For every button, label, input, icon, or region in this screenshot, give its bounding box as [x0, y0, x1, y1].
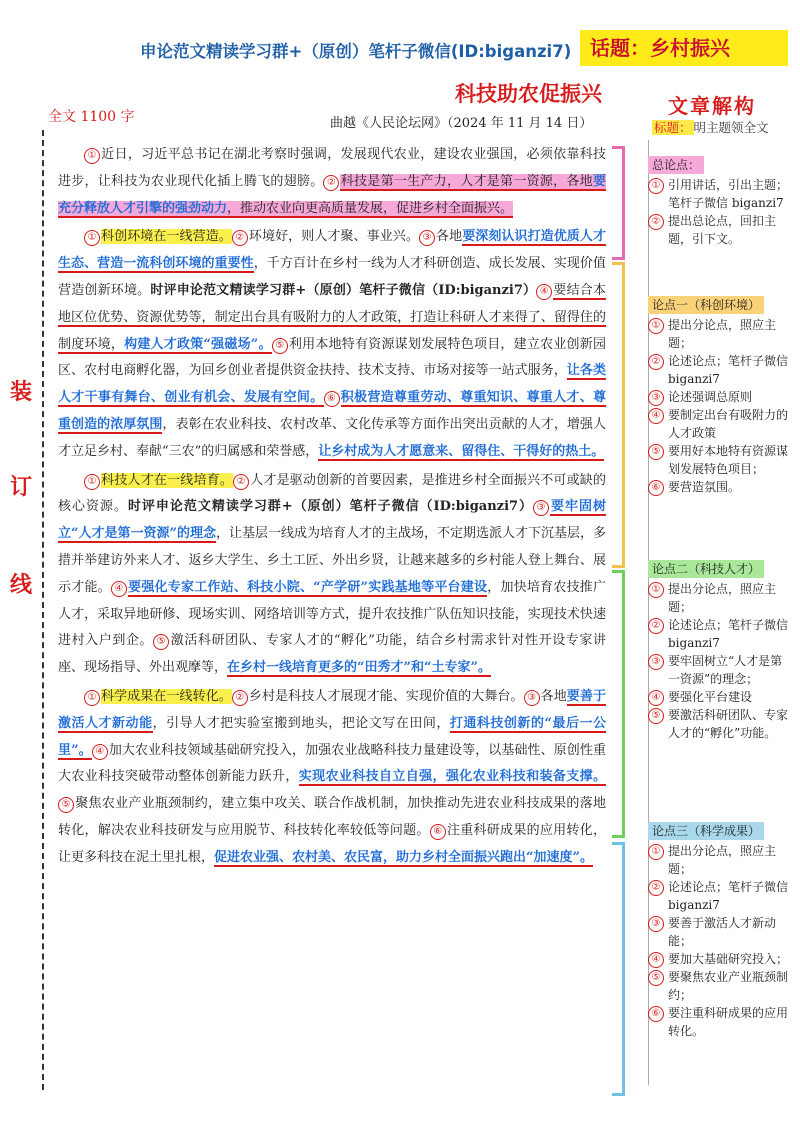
text: 要充分释放人才引擎的强劲动力 [58, 173, 606, 216]
item-text: 要制定出台有吸附力的人才政策 [668, 408, 789, 440]
item-text: 论述强调总原则 [668, 390, 753, 404]
text: 乡村是科技人才展现才能、实现价值的大舞台。 [248, 688, 524, 704]
text: ，让基层一线成为培育人才的主战场，不定期选派人才下沉基层，多措并举建访外来人才、返乡大学生、乡土工匠、外出乡贤，让越来越多的乡村能人登上舞台、展示才能。 [58, 526, 606, 595]
sidebar-section-1 [648, 296, 794, 496]
marker: ① [84, 230, 100, 246]
marker: ⑥ [648, 480, 664, 496]
text: 科技是第一生产力，人才是第一资源，各地 [340, 173, 593, 189]
topic-badge: 话题：乡村振兴 [580, 30, 788, 66]
marker: ④ [111, 581, 127, 597]
section-item [648, 442, 794, 478]
text: 加大农业科技领域基础研究投入，加强农业战略科技力量建设等，以基础性、原创性重大农业科技突破带动整体创新能力跃升， [58, 742, 606, 785]
item-text: 要牢固树立“人才是第一资源”的理念； [668, 654, 783, 686]
section-item [648, 316, 794, 352]
section-head: 论点二（科技人才） [648, 560, 764, 578]
text: ，引导人才把实验室搬到地头，把论文写在田间， [152, 715, 450, 731]
section-item [648, 878, 794, 914]
word-count: 全文 1100 字 [48, 109, 135, 125]
item-text: 要加大基础研究投入； [668, 952, 789, 966]
text: 注重科研成果的应用转化，让更多科技在泥土里扎根， [58, 822, 606, 865]
title-note-text: 明主题领全文 [693, 120, 769, 135]
article-source: 曲越《人民论坛网》（2024 年 11 月 14 日） [330, 116, 593, 131]
section-item [648, 406, 794, 442]
marker: ② [648, 214, 664, 230]
marker: ③ [648, 916, 664, 932]
section-item [648, 176, 794, 212]
binding-margin-line [42, 130, 44, 1090]
text: 激活科研团队、专家人才的“孵化”功能，结合乡村需求针对性开设专家讲座、现场指导、外出观摩等， [58, 633, 606, 676]
text: ，加快培育农技推广人才，采取异地研修、现场实训、网络培训等方式，提升农技推广队伍知识技能，实现技术快速进村入户到企。 [58, 579, 606, 649]
marker: ① [648, 582, 664, 598]
marker: ③ [648, 390, 664, 406]
marker: ⑥ [324, 391, 340, 407]
marker: ③ [648, 654, 664, 670]
section-item [648, 842, 794, 878]
text: 近日，习近平总书记在湖北考察时强调，发展现代农业，建设农业强国，必须依靠科技进步，让科技为农业现代化插上腾飞的翅膀。 [58, 147, 606, 189]
paragraph-intro [58, 142, 606, 222]
text: 人才是驱动创新的首要因素，是推进乡村全面振兴不可或缺的核心资源。 [58, 472, 606, 515]
text: ，表彰在农业科技、农村改革、文化传承等方面作出突出贡献的人才，增强人才立足乡村、奉献“三农”的归属感和荣誉感， [58, 416, 606, 459]
marker: ⑤ [648, 444, 664, 460]
marker: ⑤ [648, 708, 664, 724]
text: 让乡村成为人才愿意来、留得住、干得好的热土。 [318, 443, 605, 459]
text: 要善于激活人才新动能 [58, 688, 606, 731]
text: 要强化专家工作站、科技小院、“产学研”实践基地等平台建设 [127, 579, 488, 595]
text: ，千方百计在乡村一线为人才科研创造、成长发展、实现价值营造创新环境。 [58, 256, 606, 298]
marker: ② [232, 690, 248, 706]
text: 打通科技创新的“最后一公里”。 [58, 715, 606, 758]
marker: ⑤ [272, 338, 288, 354]
text: 聚焦农业产业瓶颈制约，建立集中攻关、联合作战机制，加快推动先进农业科技成果的落地转化，解决农业科技研发与应用脱节、科技转化率较低等问题。 [58, 796, 606, 838]
marker: ① [84, 690, 100, 706]
marker: ⑥ [648, 1006, 664, 1022]
binding-char-1: 装 [10, 379, 33, 405]
text: 时评申论范文精读学习群+（原创）笔杆子微信（ID:biganzi7） [150, 282, 537, 298]
item-text: 要善于激活人才新动能； [668, 916, 777, 948]
text: 要深刻认识打造优质人才生态、营造一流科创环境的重要性 [58, 229, 606, 272]
item-text: 提出分论点，照应主题； [668, 318, 777, 350]
sidebar-title-note [652, 118, 769, 136]
marker: ③ [524, 690, 540, 706]
marker: ④ [92, 744, 108, 760]
text: 各地 [435, 229, 463, 245]
item-text: 要激活科研团队、专家人才的“孵化”功能。 [668, 708, 789, 740]
marker: ④ [648, 408, 664, 424]
marker: ⑤ [648, 970, 664, 986]
item-text: 要聚焦农业产业瓶颈制约； [668, 970, 789, 1002]
marker: ② [648, 618, 664, 634]
section-item [648, 580, 794, 616]
item-text: 要注重科研成果的应用转化。 [668, 1006, 789, 1038]
text: 积极营造尊重劳动、尊重知识、尊重人才、尊重创造的浓厚氛围 [58, 390, 606, 432]
bracket-point-3 [612, 842, 625, 1096]
title-label: 标题： [654, 120, 692, 135]
bracket-point-1 [612, 262, 625, 568]
marker: ③ [419, 230, 435, 246]
text: 构建人才政策“强磁场”。 [124, 336, 272, 352]
section-item [648, 478, 794, 496]
item-text: 提出分论点，照应主题； [668, 844, 777, 876]
marker: ④ [648, 690, 664, 706]
marker: ② [323, 175, 339, 191]
section-item [648, 652, 794, 688]
marker: ⑤ [58, 797, 74, 813]
section-head: 论点三（科学成果） [648, 822, 764, 840]
article-title: 科技助农促振兴 [455, 81, 602, 106]
marker: ② [648, 354, 664, 370]
item-text: 要营造氛围。 [668, 480, 741, 494]
bracket-intro [612, 146, 625, 260]
marker: ④ [648, 952, 664, 968]
marker: ⑥ [430, 824, 446, 840]
item-text: 提出总论点，回扣主题，引下文。 [668, 214, 777, 246]
text: 科创环境在一线营造。 [101, 229, 232, 245]
item-text: 提出分论点，照应主题； [668, 582, 777, 614]
text: 各地 [540, 688, 567, 704]
section-item [648, 914, 794, 950]
text: 环境好，则人才聚、事业兴。 [248, 229, 419, 245]
marker: ② [232, 230, 248, 246]
section-item [648, 212, 794, 248]
bracket-point-2 [612, 570, 625, 838]
binding-char-2: 订 [10, 474, 33, 500]
marker: ④ [536, 284, 552, 300]
marker: ⑤ [153, 634, 169, 650]
section-item [648, 706, 794, 742]
text: 要结合本地区位优势、资源优势等，制定出台具有吸附力的人才政策，打造让科研人才来得了、留得住的制度环境， [58, 282, 606, 352]
text: 促进农业强、农村美、农民富，助力乡村全面振兴跑出“加速度”。 [214, 849, 593, 865]
group-header: 申论范文精读学习群+（原创）笔杆子微信(ID:biganzi7) [140, 42, 572, 61]
marker: ① [648, 318, 664, 334]
marker: ② [233, 474, 249, 490]
item-text: 要用好本地特有资源谋划发展特色项目； [668, 444, 789, 476]
section-item [648, 1004, 794, 1040]
text: 时评申论范文精读学习群+（原创）笔杆子微信（ID:biganzi7） [127, 499, 534, 515]
item-text: 论述论点；笔杆子微信 biganzi7 [668, 354, 789, 386]
item-text: 论述论点；笔杆子微信 biganzi7 [668, 618, 789, 650]
binding-char-3: 线 [10, 572, 33, 598]
section-head: 总论点： [648, 156, 704, 174]
text: 科技人才在一线培育。 [101, 472, 234, 488]
text: 让各类人才干事有舞台、创业有机会、发展有空间。 [58, 363, 606, 406]
sidebar-section-3 [648, 822, 794, 1040]
text: 利用本地特有资源谋划发展特色项目，建立农业创新园区、农村电商孵化器，为回乡创业者提供资金扶持、技术支持、市场对接等一站式服务， [58, 336, 606, 379]
section-item [648, 388, 794, 406]
sidebar-section-0 [648, 156, 794, 248]
section-item [648, 352, 794, 388]
paragraph-point-3 [58, 684, 606, 872]
sidebar-section-2 [648, 560, 794, 742]
marker: ① [84, 474, 100, 490]
section-item [648, 968, 794, 1004]
section-item [648, 616, 794, 652]
section-item [648, 950, 794, 968]
text: 实现农业科技自立自强，强化农业科技和装备支撑。 [298, 769, 606, 785]
marker: ① [648, 844, 664, 860]
text: 在乡村一线培育更多的“田秀才”和“土专家”。 [227, 660, 491, 676]
sidebar-title: 文章解构 [668, 94, 756, 118]
section-item [648, 688, 794, 706]
marker: ① [84, 148, 100, 164]
item-text: 论述论点；笔杆子微信 biganzi7 [668, 880, 789, 912]
text: 要牢固树立“人才是第一资源”的理念 [58, 499, 606, 542]
text: ，推动农业向更高质量发展，促进乡村全面振兴。 [227, 200, 514, 216]
marker: ① [648, 178, 664, 194]
text: 科学成果在一线转化。 [101, 688, 232, 704]
marker: ③ [533, 500, 549, 516]
paragraph-point-1 [58, 224, 606, 465]
paragraph-point-2 [58, 468, 606, 682]
item-text: 引用讲话，引出主题；笔杆子微信 biganzi7 [668, 178, 789, 210]
marker: ② [648, 880, 664, 896]
section-head: 论点一（科创环境） [648, 296, 764, 314]
item-text: 要强化平台建设 [668, 690, 753, 704]
article-body [58, 142, 606, 874]
